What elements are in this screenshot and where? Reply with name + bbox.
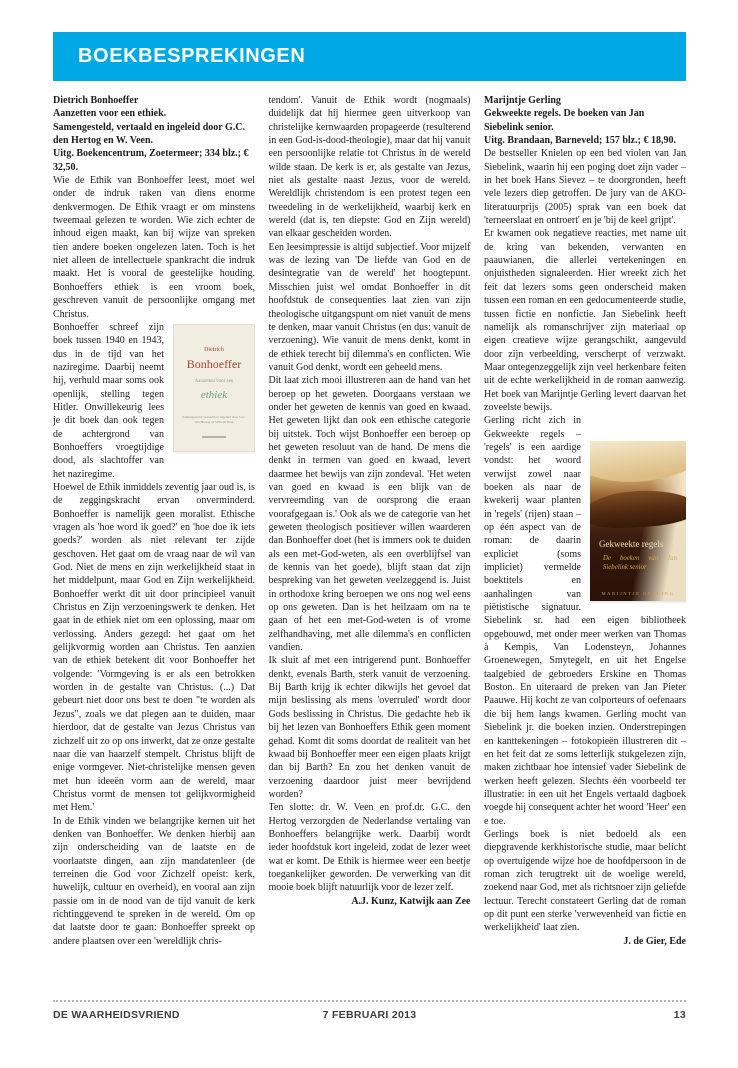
cover1-credit: Samengesteld, vertaald en ingeleid door G.C. den Hertog en Willem Veen	[182, 415, 246, 424]
footer-page-number: 13	[673, 1009, 686, 1021]
cover1-publisher-mark	[202, 436, 226, 438]
book-cover-gekweekte-regels	[590, 441, 686, 601]
cover2-author: MARIJNTJE GERLING	[601, 591, 675, 597]
review2-book-author: Marijntje Gerling	[484, 95, 561, 106]
cover2-book-pages-photo	[590, 441, 686, 490]
review2-paragraph-4: Gerlings boek is niet bedoeld als een diepgravende kerkhistorische studie, maar belicht op overtuigende wijze hoe de hoofdpersoon in de roman zich terugtrekt uit de woelige wereld, zoekend naar God, met als richtsnoer zijn geliefde lectuur. Terecht constateert Gerling dat de roman op dit punt een sterke 'verwevenheid van fictie en werkelijkheid' laat zien.	[484, 828, 686, 934]
review1-paragraph-1: Wie de Ethik van Bonhoeffer leest, moet wel onder de indruk raken van diens enorme denkvermogen. De Ethik vraagt er om minstens tweemaal gelezen te worden. Wie zich echter de inhoud eigen maakt, kan bij wijze van spreken tien andere boeken ongelezen laten. Toch is het niet alleen de intellectuele spankracht die indruk maakt. Het is vooral de geestelijke houding. Bonhoeffers ethiek is een vroom boek, geschreven vanuit de persoonlijke omgang met Christus.	[53, 175, 255, 320]
page-footer	[53, 1000, 686, 1021]
section-title: BOEKBESPREKINGEN	[78, 45, 306, 67]
column-3	[484, 94, 686, 996]
cover2-book-spine-photo	[590, 487, 686, 531]
review1-paragraph-6: Een leesimpressie is altijd subjectief. Voor mijzelf was de lezing van 'De liefde van God en de desintegratie van de wereld' het hoogtepunt. Misschien juist wel omdat Bonhoeffer in dit hoofdstuk de consequenties laat zien van zijn theologische uitgangspunt om niet vanuit de mens te denken, maar vanuit Christus (en dus: vanuit de verzoening). Wie vanuit de mens denkt, komt in de ethiek terecht bij dilemma's en conflicten. Wie vanuit God denkt, wordt een geheeld mens.	[268, 241, 471, 373]
review1-paragraph-3: Hoewel de Ethik inmiddels zeventig jaar oud is, is de zeggingskracht ervan onverminderd. Bonhoeffer is namelijk geen moralist. Ethische vragen als 'hoe word ik goed?' en 'hoe doe ik iets goeds?' worden als niet relevant ter zijde geschoven. Het gaat om de vraag naar de wil van God. Niet de mens en zijn werkelijkheid staat in het middelpunt, maar God en Zijn werkelijkheid. Bonhoeffer werkt dit uit door principieel vanuit Christus en Zijn verzoeningswerk te denken. Het gaat in de ethiek niet om een oplossing, maar om verlossing. Anders gezegd: het gaat om het gelijkvormig worden aan Christus. Ten aanzien van de ethiek betekent dit voor Bonhoeffer het volgende: 'Vormgeving is er als een betrokken worden in de gestalte van Christus. (...) Dat gebeurt niet door ons best te doen "te worden als Jezus", zoals we dat plegen aan te duiden, maar hierdoor, dat de gestalte van Jezus Christus van zichzelf uit zo op ons inwerkt, dat ze onze gestalte naar die van haarzelf stempelt. Christus blijft de enige vormgever. Niet-christelijke mensen geven met hun ideeën vorm aan de wereld, maar Christus vormt de mensen tot gelijkvormigheid met Hem.'	[53, 481, 255, 814]
review1-book-author: Dietrich Bonhoeffer	[53, 95, 139, 106]
review2-paragraph-1: De bestseller Knielen op een bed violen van Jan Siebelink, waarin hij een poging doet zijn vader – in het boek Hans Sievez – te doorgronden, heeft vele lezers diep getroffen. De jury van de AKO-literatuurprijs (2005) sprak van een boek dat 'terneerslaat en ontroert' en je 'bij de keel grijpt'.	[484, 148, 686, 227]
cover1-author-first: Dietrich	[204, 346, 224, 353]
cover1-author-last: Bonhoeffer	[186, 357, 242, 372]
cover2-title: Gekweekte regels	[599, 539, 664, 550]
review2-heading	[484, 94, 686, 147]
review1-paragraph-8: Ik sluit af met een intrigerend punt. Bonhoeffer denkt, evenals Barth, sterk vanuit de verzoening. Bij Barth krijg ik echter dikwijls het gevoel dat mijn beslissing als mens 'overruled' wordt door Gods beslissing in Christus. Die gedachte heb ik bij het lezen van Bonhoeffers Ethik geen moment gehad. Komt dit soms doordat de realiteit van het kwaad bij Bonhoeffer meer een eigen plaats krijgt dan bij Barth? En zou het denken vanuit de verzoening daardoor juist meer bevrijdend worden?	[268, 655, 471, 800]
review1-paragraph-5: tendom'. Vanuit de Ethik wordt (nogmaals) duidelijk dat hij hiermee geen uitverkoop van christelijke kernwaarden propageerde (resulterend in een God-is-dood-theologie), maar dat hij vanuit een persoonlijke relatie tot Christus in de wereld wilde staan. De kerk is er, als gestalte van Jezus, niet als gestalte naast Jezus, voor de wereld. Wereldlijk christendom is een protest tegen een tweedeling in de werkelijkheid, waarbij kerk en wereld (dat is, ten diepste: God en Zijn wereld) van elkaar gescheiden worden.	[268, 95, 471, 240]
review2-reviewer-signature: J. de Gier, Ede	[623, 935, 686, 947]
review1-paragraph-4: In de Ethik vinden we belangrijke kernen uit het denken van Bonhoeffer. We denken hierbij aan zijn onderscheiding van de laatste en de voorlaatste dingen, aan zijn mandatenleer (de terreinen die God voor Zichzelf opeist: kerk, huwelijk, cultuur en overheid), en vooral aan zijn passie om in de nood van de tijd vanuit de kerk richtinggevend te spreken in de wereld. Om op dat laatste door te gaan: Bonhoeffer spreekt op andere plaatsen over een 'wereldlijk chris-	[53, 815, 255, 947]
footer-magazine-name: DE WAARHEIDSVRIEND	[53, 1009, 180, 1021]
article-columns	[53, 94, 686, 996]
review1-paragraph-7: Dit laat zich mooi illustreren aan de hand van het beroep op het geweten. Doorgaans verstaan we onder het geweten de kennis van goed en kwaad. Het geweten lijkt dan ook een ethische categorie bij uitstek. Toch wijst Bonhoeffer een beroep op het geweten resoluut van de hand. De mens die denkt in termen van goed en kwaad, levert daarmee het bewijs van zijn zondeval. 'Het weten van goed en kwaad is een blijk van de vervreemding van de oorsprong die eraan voorafgegaan is.' Ook als we de categorie van het geweten theologisch positiever willen waarderen dan Bonhoeffer doet (het is immers ook te duiden als een met-God-weten, als een overblijfsel van de kennis van het goede), blijft staan dat zijn bespreking van het geweten veelzeggend is. Juist in orthodoxe kring beroepen we ons nog wel eens op ons geweten. Dan is het heilzaam om na te gaan of het een met-God-weten is of vrome zelfhandhaving, met alle dilemma's en conflicten vandien.	[268, 375, 471, 654]
review1-book-publisher-info: Uitg. Boekencentrum, Zoetermeer; 334 blz.; € 32,50.	[53, 148, 249, 173]
section-header-bar	[53, 32, 686, 81]
review1-heading	[53, 94, 255, 174]
cover1-title: ethiek	[200, 388, 228, 401]
review1-book-editors: Samengesteld, vertaald en ingeleid door G.C. den Hertog en W. Veen.	[53, 121, 246, 147]
review2-book-title: Gekweekte regels. De boeken van Jan Siebelink senior.	[484, 108, 645, 133]
review2-paragraph-2: Er kwamen ook negatieve reacties, met name uit de kring van bekenden, verwanten en paauwianen, die allerlei vertekeningen en onjuistheden signaleerden. Hier wreekt zich het feit dat lezers soms geen onderscheid maken tussen een roman en een gedocumenteerde studie, tussen fictie en nonfictie. Jan Siebelink heeft namelijk als romanschrijver zijn materiaal op eigen creatieve wijze gerangschikt, aangevuld door zijn verbeelding, verscherpt of verzwakt. Maar ontegenzeggelijk zijn veel herkenbare feiten uit de echte werkelijkheid in de roman aanwezig. Het boek van Marijntje Gerling levert daarvan het zoveelste bewijs.	[484, 228, 686, 413]
book-cover-bonhoeffer	[173, 324, 255, 452]
cover1-subtitle: Aanzetten voor een	[194, 378, 234, 384]
column-2	[269, 94, 471, 996]
cover2-subtitle: De boeken van Jan Siebelink senior	[603, 555, 677, 572]
footer-date: 7 FEBRUARI 2013	[322, 1009, 417, 1021]
review2-paragraph-3: Gerling richt zich in Gekweekte regels – 'regels' is een aardige vondst: het woord verwijst zowel naar boeken als naar de kwekerij waar planten in 'regels' (rijen) staan – op één aspect van de roman: de daarin expliciet (soms impliciet) vermelde boektitels en aanhalingen van piëtistische signatuur. Siebelink sr. had een eigen bibliotheek opgebouwd, met onder meer werken van Thomas à Kempis, Van Lodensteyn, Johannes Groenewegen, Smytegelt, en uit het Engelse taalgebied de gebroeders Erskine en Thomas Boston. En uiteraard de preken van Jan Pieter Paauwe. Hij kocht ze van colporteurs of oefenaars die bij hem langs kwamen. Gerling mocht van Siebelink jr. die boeken inzien. Onderstrepingen en kanttekeningen – fotokopieën illustreren dit – en het feit dat ze soms letterlijk stukgelezen zijn, maken zichtbaar hoe intensief vader Siebelink de werken heeft gelezen. Slechts één voorbeeld ter illustratie: in een uit het Engels vertaald dagboek voegde hij consequent achter het woord 'Heer' een e toe.	[484, 415, 686, 827]
column-1	[53, 94, 255, 996]
review2-book-publisher-info: Uitg. Brandaan, Barneveld; 157 blz.; € 18,90.	[484, 135, 676, 147]
review1-book-title: Aanzetten voor een ethiek.	[53, 108, 167, 120]
review1-reviewer-signature: A.J. Kunz, Katwijk aan Zee	[351, 895, 471, 907]
review1-paragraph-9: Ten slotte: dr. W. Veen en prof.dr. G.C. den Hertog verzorgden de Nederlandse vertaling van Bonhoeffers belangrijke werk. Daarbij wordt ieder hoofdstuk kort ingeleid, zodat de lezer weet wat er komt. De Ethik is hiermee weer een beetje toegankelijker geworden. De verwerking van dit mooie boek blijft natuurlijk voor de lezer zelf.	[268, 802, 471, 894]
review1-paragraph-2: Bonhoeffer schreef zijn boek tussen 1940 en 1943, dus in de tijd van het naziregime. Daarbij neemt hij, verhuld maar soms ook openlijk, stelling tegen Hitler. Onwillekeurig lees je dit boek dan ook tegen de achtergrond van Bonhoeffers vroegtijdige dood, als slachtoffer van het naziregime.	[53, 321, 164, 480]
